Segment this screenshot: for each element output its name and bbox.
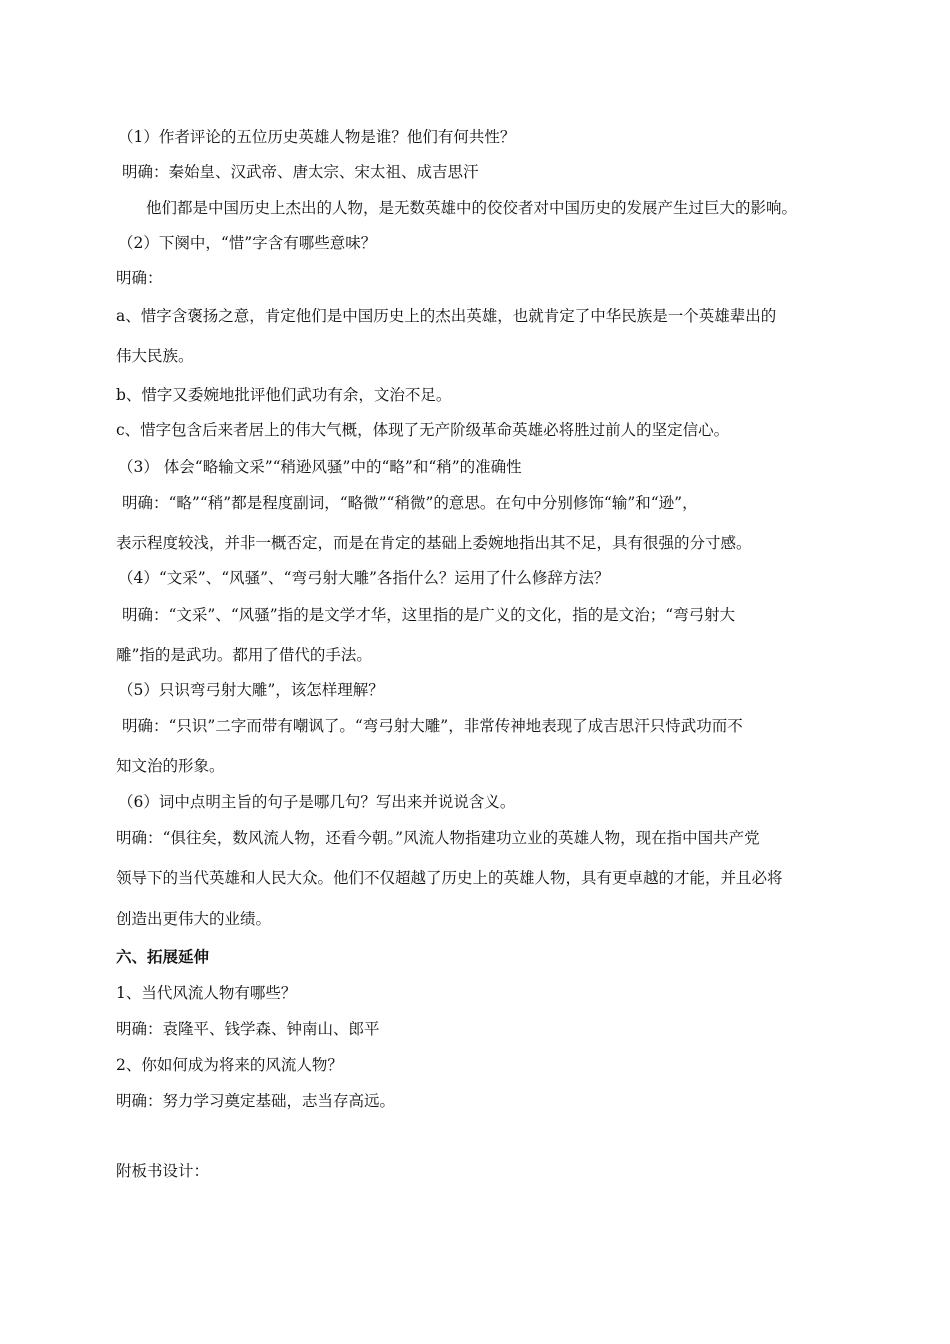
- blackboard-design-label: 附板书设计：: [116, 1162, 210, 1180]
- answer-2-b: b、惜字又委婉地批评他们武功有余，文治不足。: [116, 386, 452, 404]
- extension-question-1: 1、当代风流人物有哪些？: [116, 984, 297, 1002]
- answer-5-line-1: 明确：“只识”二字而带有嘲讽了。“弯弓射大雕”，非常传神地表现了成吉思汗只恃武功而不: [122, 717, 743, 735]
- answer-6-line-2: 领导下的当代英雄和人民大众。他们不仅超越了历史上的英雄人物，具有更卓越的才能，并且必将: [116, 869, 783, 887]
- question-3: （3） 体会“略输文采”“稍逊风骚”中的“略”和“稍”的准确性: [118, 458, 522, 476]
- answer-6-line-1: 明确：“俱往矣，数风流人物，还看今朝。”风流人物指建功立业的英雄人物，现在指中国共产党: [116, 829, 760, 847]
- question-2: （2）下阕中，“惜”字含有哪些意味？: [118, 234, 377, 252]
- extension-question-2: 2、你如何成为将来的风流人物？: [116, 1056, 343, 1074]
- answer-1-line-2: 他们都是中国历史上杰出的人物，是无数英雄中的佼佼者对中国历史的发展产生过巨大的影响。: [146, 199, 798, 217]
- answer-4-line-2: 雕”指的是武功。都用了借代的手法。: [116, 646, 372, 664]
- question-4: （4）“文采”、“风骚”、“弯弓射大雕”各指什么？运用了什么修辞方法？: [118, 569, 610, 587]
- answer-2-c: c、惜字包含后来者居上的伟大气概，体现了无产阶级革命英雄必将胜过前人的坚定信心。: [116, 421, 730, 439]
- answer-2-a-line-1: a、惜字含褒扬之意，肯定他们是中国历史上的杰出英雄，也就肯定了中华民族是一个英雄辈出的: [116, 307, 777, 325]
- section-heading-extension: 六、拓展延伸: [116, 948, 210, 966]
- answer-3-line-1: 明确：“略”“稍”都是程度副词，“略微”“稍微”的意思。在句中分别修饰“输”和“逊”，: [122, 494, 698, 512]
- answer-2-a-line-2: 伟大民族。: [116, 347, 194, 365]
- answer-1-line-1: 明确：秦始皇、汉武帝、唐太宗、宋太祖、成吉思汗: [122, 163, 479, 181]
- answer-5-line-2: 知文治的形象。: [116, 757, 225, 775]
- question-5: （5）只识弯弓射大雕”，该怎样理解？: [118, 681, 384, 699]
- answer-3-line-2: 表示程度较浅，并非一概否定，而是在肯定的基础上委婉地指出其不足，具有很强的分寸感。: [116, 534, 752, 552]
- extension-answer-1: 明确：袁隆平、钱学森、钟南山、郎平: [116, 1020, 380, 1038]
- answer-4-line-1: 明确：“文采”、“风骚”指的是文学才华，这里指的是广义的文化，指的是文治；“弯弓射大: [122, 606, 736, 624]
- extension-answer-2: 明确：努力学习奠定基础，志当存高远。: [116, 1092, 396, 1110]
- question-1: （1）作者评论的五位历史英雄人物是谁？他们有何共性？: [118, 128, 516, 146]
- answer-6-line-3: 创造出更伟大的业绩。: [116, 910, 272, 928]
- question-6: （6）词中点明主旨的句子是哪几句？写出来并说说含义。: [118, 793, 516, 811]
- answer-2-label: 明确：: [116, 269, 163, 287]
